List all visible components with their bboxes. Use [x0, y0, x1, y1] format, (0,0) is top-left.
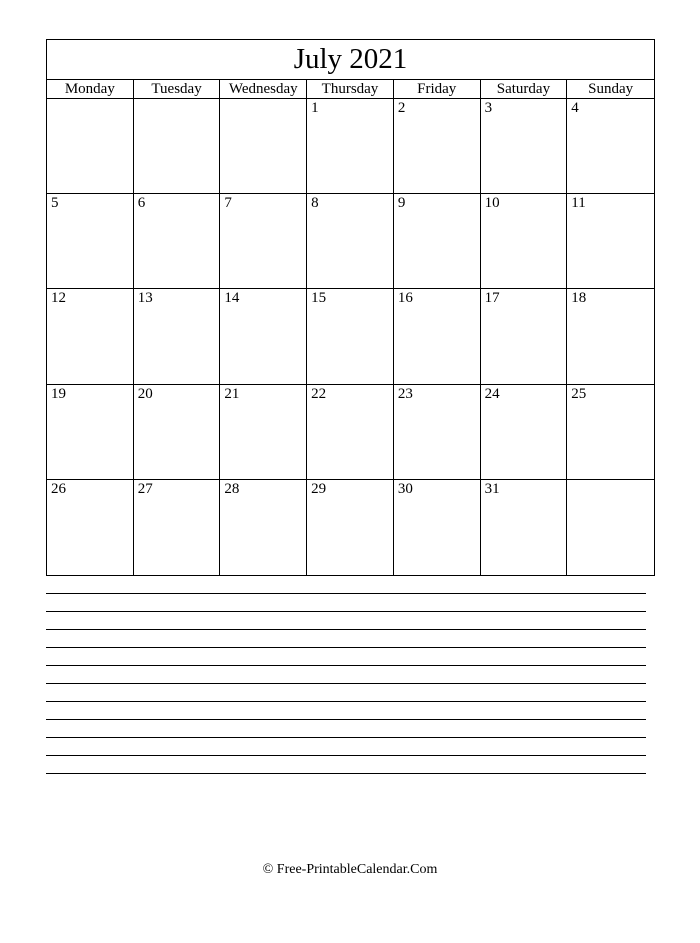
date-cell-12: 12 [47, 289, 134, 384]
date-cell-21: 21 [220, 385, 307, 480]
date-cell-6: 6 [134, 194, 221, 289]
note-line [46, 612, 646, 630]
note-line [46, 738, 646, 756]
date-cell-19: 19 [47, 385, 134, 480]
date-cell-1: 1 [307, 99, 394, 194]
date-cell-20: 20 [134, 385, 221, 480]
date-cell-17: 17 [481, 289, 568, 384]
date-cell-15: 15 [307, 289, 394, 384]
note-line [46, 720, 646, 738]
date-cell-10: 10 [481, 194, 568, 289]
note-line [46, 756, 646, 774]
weekday-friday: Friday [394, 80, 481, 98]
date-cell-5: 5 [47, 194, 134, 289]
note-line [46, 702, 646, 720]
weekday-wednesday: Wednesday [220, 80, 307, 98]
date-cell-31: 31 [481, 480, 568, 575]
date-cell-28: 28 [220, 480, 307, 575]
calendar-grid [47, 99, 654, 575]
calendar [46, 39, 655, 576]
note-line [46, 666, 646, 684]
empty-date-cell [220, 99, 307, 194]
date-cell-30: 30 [394, 480, 481, 575]
weekday-thursday: Thursday [307, 80, 394, 98]
date-cell-18: 18 [567, 289, 654, 384]
date-cell-7: 7 [220, 194, 307, 289]
notes-area [46, 593, 646, 774]
date-cell-29: 29 [307, 480, 394, 575]
date-cell-26: 26 [47, 480, 134, 575]
date-cell-3: 3 [481, 99, 568, 194]
weekday-header-row [47, 80, 654, 99]
empty-date-cell [47, 99, 134, 194]
note-line [46, 648, 646, 666]
date-cell-23: 23 [394, 385, 481, 480]
date-cell-9: 9 [394, 194, 481, 289]
note-line [46, 630, 646, 648]
date-cell-2: 2 [394, 99, 481, 194]
date-cell-16: 16 [394, 289, 481, 384]
date-cell-27: 27 [134, 480, 221, 575]
weekday-saturday: Saturday [481, 80, 568, 98]
note-line [46, 684, 646, 702]
weekday-tuesday: Tuesday [134, 80, 221, 98]
date-cell-8: 8 [307, 194, 394, 289]
date-cell-14: 14 [220, 289, 307, 384]
date-cell-22: 22 [307, 385, 394, 480]
weekday-sunday: Sunday [588, 81, 634, 97]
footer-credit: © Free-PrintableCalendar.Com [262, 862, 438, 877]
empty-date-cell [134, 99, 221, 194]
date-cell-25: 25 [567, 385, 654, 480]
date-cell-24: 24 [481, 385, 568, 480]
empty-date-cell [567, 480, 654, 575]
calendar-title: July 2021 [47, 40, 654, 80]
weekday-monday: Monday [47, 80, 134, 98]
date-cell-13: 13 [134, 289, 221, 384]
note-line [46, 594, 646, 612]
date-cell-11: 11 [567, 194, 654, 289]
date-cell-4: 4 [567, 99, 654, 194]
